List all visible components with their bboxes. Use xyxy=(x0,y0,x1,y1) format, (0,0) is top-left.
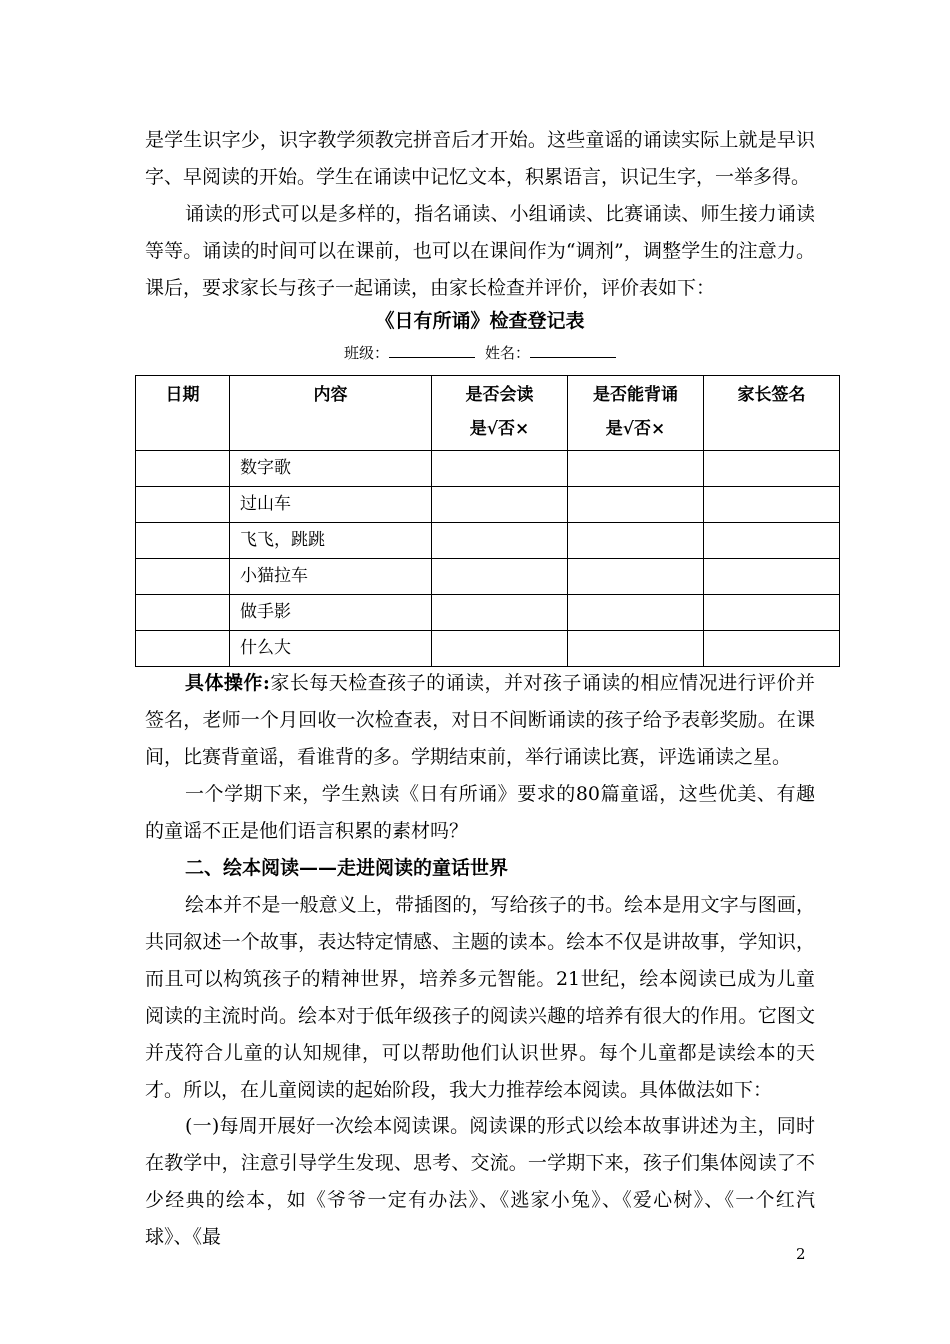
header-content: 内容 xyxy=(230,376,432,451)
table-title: 《日有所诵》检查登记表 xyxy=(375,310,585,332)
class-label: 班级： xyxy=(343,344,389,362)
cell-can-recite xyxy=(568,595,704,631)
paragraph-5: (一)每周开展好一次绘本阅读课。阅读课的形式以绘本故事讲述为主，同时在教学中，注意引导学生发现、思考、交流。一学期下来，孩子们集体阅读了不少经典的绘本，如《爷爷一定有办法》、《逃家小兔》、《爱心树》、《一个红汽球》、《最 xyxy=(145,1115,815,1248)
cell-can-read xyxy=(432,631,568,667)
cell-can-read xyxy=(432,559,568,595)
cell-content: 做手影 xyxy=(230,595,432,631)
table-row xyxy=(136,595,840,631)
cell-can-recite xyxy=(568,559,704,595)
table-row xyxy=(136,487,840,523)
cell-can-read xyxy=(432,451,568,487)
table-subtitle xyxy=(145,342,815,364)
header-can-read-line2: 是√否× xyxy=(469,419,530,439)
cell-content: 数字歌 xyxy=(230,451,432,487)
cell-signature xyxy=(704,595,840,631)
cell-can-recite xyxy=(568,523,704,559)
cell-can-read xyxy=(432,523,568,559)
cell-can-recite xyxy=(568,487,704,523)
cell-content: 过山车 xyxy=(230,487,432,523)
header-parent-signature: 家长签名 xyxy=(704,376,840,451)
cell-content: 什么大 xyxy=(230,631,432,667)
cell-signature xyxy=(704,487,840,523)
header-can-read-line1: 是否会读 xyxy=(465,385,534,405)
cell-can-recite xyxy=(568,631,704,667)
cell-signature xyxy=(704,451,840,487)
cell-signature xyxy=(704,631,840,667)
header-date: 日期 xyxy=(136,376,230,451)
cell-date xyxy=(136,559,230,595)
cell-can-read xyxy=(432,487,568,523)
paragraph-1: 是学生识字少，识字教学须教完拼音后才开始。这些童谣的诵读实际上就是早识字、早阅读的开始。学生在诵读中记忆文本，积累语言，识记生字，一举多得。 xyxy=(145,129,815,188)
cell-date xyxy=(136,451,230,487)
header-can-recite-line1: 是否能背诵 xyxy=(593,385,678,405)
header-can-recite-line2: 是√否× xyxy=(605,419,666,439)
cell-date xyxy=(136,487,230,523)
class-blank xyxy=(389,343,475,358)
table-row xyxy=(136,523,840,559)
name-blank xyxy=(530,343,616,358)
cell-signature xyxy=(704,559,840,595)
table-row xyxy=(136,631,840,667)
cell-can-read xyxy=(432,595,568,631)
section-heading: 二、绘本阅读——走进阅读的童话世界 xyxy=(185,857,509,879)
operation-label: 具体操作 xyxy=(185,672,263,694)
cell-content: 小猫拉车 xyxy=(230,559,432,595)
record-table xyxy=(135,375,840,667)
page-number: 2 xyxy=(796,1245,806,1263)
table-row xyxy=(136,559,840,595)
table-row xyxy=(136,451,840,487)
paragraph-2: 诵读的形式可以是多样的，指名诵读、小组诵读、比赛诵读、师生接力诵读等等。诵读的时间可以在课前，也可以在课间作为“调剂”，调整学生的注意力。课后，要求家长与孩子一起诵读，由家长检查并评价，评价表如下： xyxy=(145,203,815,299)
paragraph-3: 一个学期下来，学生熟读《日有所诵》要求的80篇童谣，这些优美、有趣的童谣不正是他们语言积累的素材吗？ xyxy=(145,783,815,842)
cell-date xyxy=(136,631,230,667)
paragraph-4: 绘本并不是一般意义上，带插图的，写给孩子的书。绘本是用文字与图画，共同叙述一个故事，表达特定情感、主题的读本。绘本不仅是讲故事，学知识，而且可以构筑孩子的精神世界，培养多元智能。21世纪，绘本阅读已成为儿童阅读的主流时尚。绘本对于低年级孩子的阅读兴趣的培养有很大的作用。它图文并茂符合儿童的认知规律，可以帮助他们认识世界。每个儿童都是读绘本的天才。所以，在儿童阅读的起始阶段，我大力推荐绘本阅读。具体做法如下： xyxy=(145,894,815,1101)
operation-text: 家长每天检查孩子的诵读，并对孩子诵读的相应情况进行评价并签名，老师一个月回收一次检查表，对日不间断诵读的孩子给予表彰奖励。在课间，比赛背童谣，看谁背的多。学期结束前，举行诵读比赛，评选诵读之星。 xyxy=(145,672,815,768)
cell-signature xyxy=(704,523,840,559)
name-label: 姓名： xyxy=(485,344,531,362)
cell-date xyxy=(136,595,230,631)
header-can-recite xyxy=(568,376,704,451)
cell-content: 飞飞，跳跳 xyxy=(230,523,432,559)
table-header-row xyxy=(136,376,840,451)
cell-date xyxy=(136,523,230,559)
operation-paragraph xyxy=(145,665,815,776)
operation-colon: : xyxy=(262,672,270,694)
cell-can-recite xyxy=(568,451,704,487)
header-can-read xyxy=(432,376,568,451)
